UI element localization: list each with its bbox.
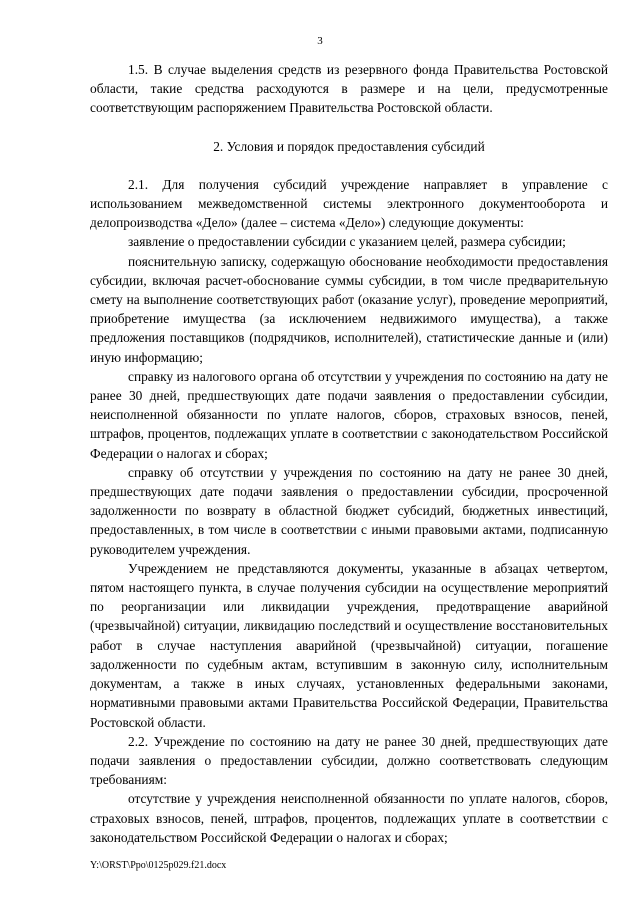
paragraph-1-5: 1.5. В случае выделения средств из резервного фонда Правительства Ростовской области, такие средства расходуются в размере и на цели, предусмотренные соответствующим распоряжением Правительства Ростовской области. [90,62,608,116]
page-number: 3 [317,35,323,47]
list-item-explanatory-note: пояснительную записку, содержащую обоснование необходимости предоставления субсидии, включая расчет-обоснование суммы субсидии, в том числе предварительную смету на выполнение соответствующих работ (оказание услуг), проведение мероприятий, приобретение имущества (за исключением недвижимого имущества), а также предложения поставщиков (подрядчиков, исполнителей), статистические данные и (или) иную информацию; [90,253,608,365]
requirement-no-tax-debt: отсутствие у учреждения неисполненной обязанности по уплате налогов, сборов, страховых взносов, пеней, штрафов, процентов, подлежащих уплате в соответствии с законодательством Российской Федерации о налогах и сборах; [90,791,608,845]
paragraph-exemption: Учреждением не представляются документы, указанные в абзацах четвертом, пятом настоящего пункта, в случае получения субсидии на осуществление мероприятий по реорганизации или ликвидации учреждения, предотвращение аварийной (чрезвычайной) ситуации, ликвидацию последствий и осуществление восстановительных работ в случае наступления аварийной (чрезвычайной) ситуации, погашение задолженности по судебным актам, вступившим в законную силу, исполнительным документам, а также в иных случаях, установленных федеральными законами, нормативными правовыми актами Правительства Российской Федерации, Правительства Ростовской области. [90,560,608,730]
paragraph-2-2: 2.2. Учреждение по состоянию на дату не ранее 30 дней, предшествующих дате подачи заявления о предоставлении субсидии, должно соответствовать следующим требованиям: [90,733,608,788]
footer-file-path: Y:\ORST\Ppo\0125p029.f21.docx [90,860,227,871]
document-body [90,60,608,847]
list-item-tax-certificate: справку из налогового органа об отсутствии у учреждения по состоянию на дату не ранее 30 дней, предшествующих дате подачи заявления о предоставлении субсидии, неисполненной обязанности по уплате налогов, сборов, страховых взносов, пеней, штрафов, процентов, подлежащих уплате в соответствии с законодательством Российской Федерации о налогах и сборах; [90,368,608,461]
list-item-application: заявление о предоставлении субсидии с указанием целей, размера субсидии; [128,234,566,250]
section-2-heading: 2. Условия и порядок предоставления субсидий [213,138,485,154]
paragraph-2-1: 2.1. Для получения субсидий учреждение направляет в управление с использованием межведомственной системы электронного документооборота и делопроизводства «Дело» (далее – система «Дело») следующие документы: [90,176,608,231]
list-item-debt-certificate: справку об отсутствии у учреждения по состоянию на дату не ранее 30 дней, предшествующих дате подачи заявления о предоставлении субсидии, просроченной задолженности по возврату в областной бюджет субсидий, бюджетных инвестиций, предоставленных, в том числе в соответствии с иными правовыми актами, подписанную руководителем учреждения. [90,464,608,557]
